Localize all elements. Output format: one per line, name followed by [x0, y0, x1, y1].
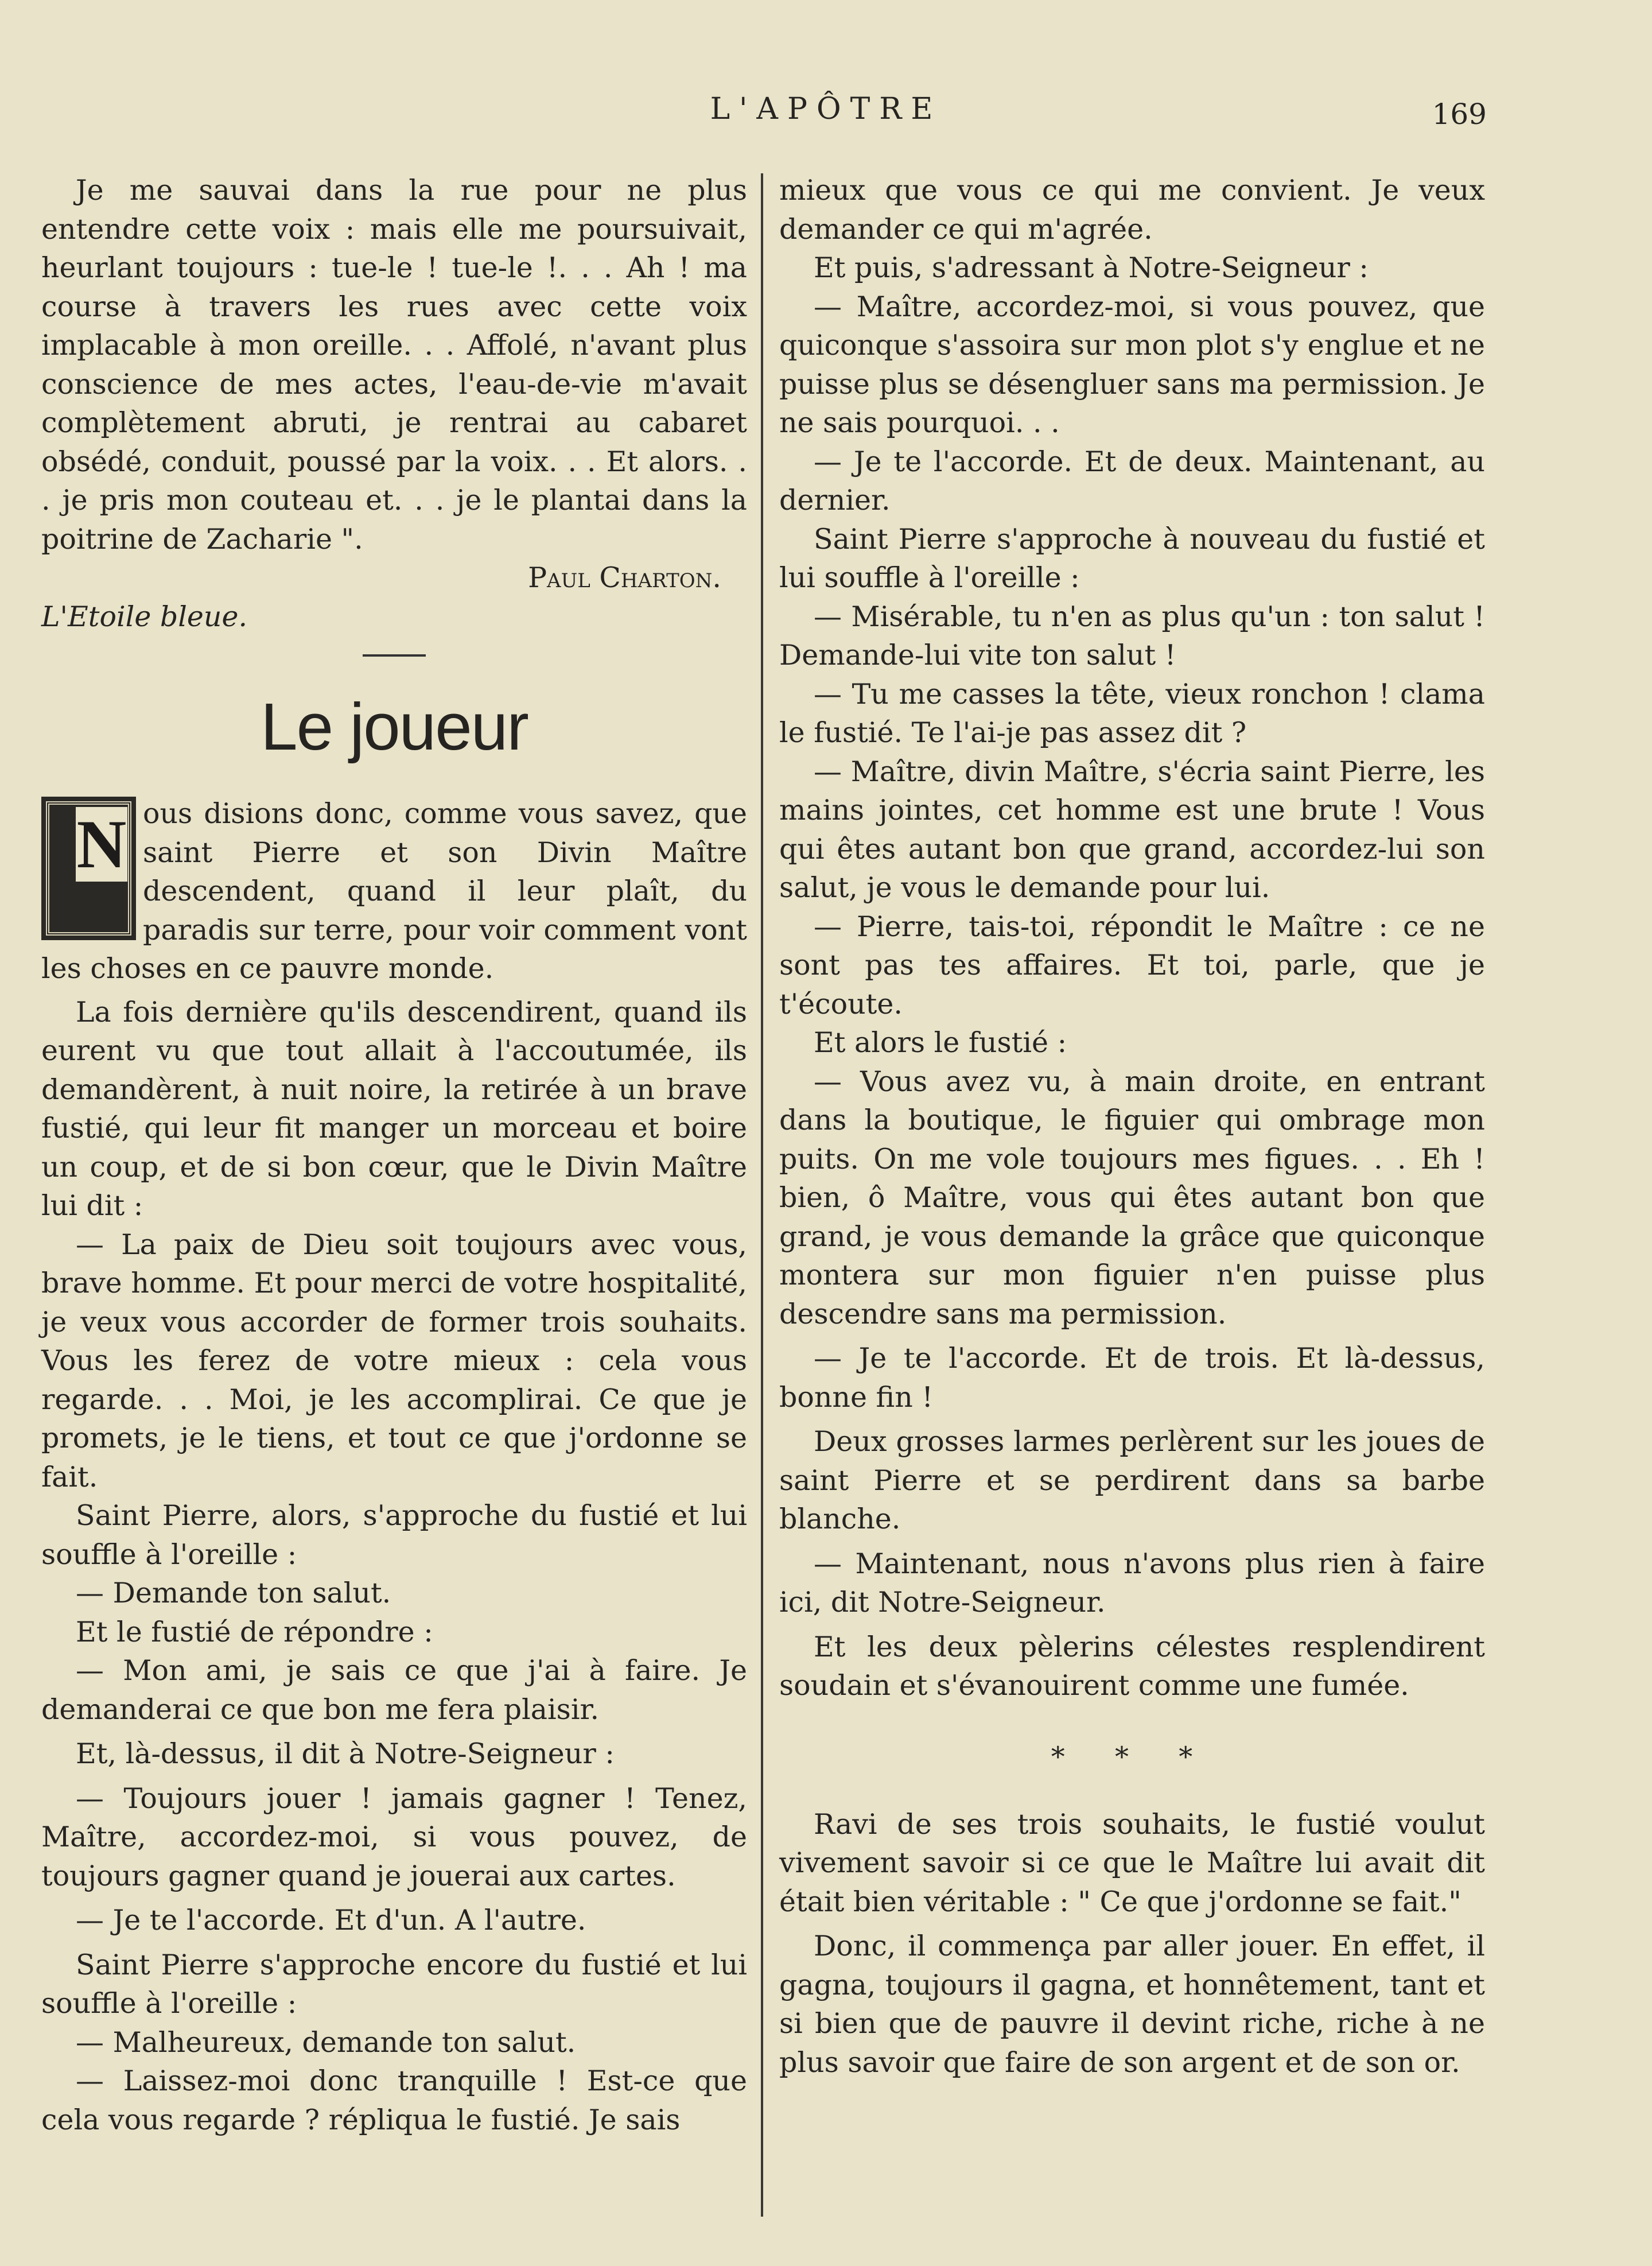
paragraph: — Je te l'accorde. Et de deux. Maintenant, au dernier. — [779, 445, 1485, 517]
running-title: L'APÔTRE — [710, 92, 942, 126]
paragraph: — La paix de Dieu soit toujours avec vous, brave homme. Et pour merci de votre hospitalité, je veux vous accorder de former trois souhaits. Vous les ferez de votre mieux : cela vous regarde. . . Moi, je les accomplirai. Ce que je promets, je le tiens, et tout ce que j'ordonne se fait. — [41, 1228, 747, 1493]
paragraph: Saint Pierre, alors, s'approche du fustié et lui souffle à l'oreille : — [41, 1499, 747, 1571]
paragraph: Et, là-dessus, il dit à Notre-Seigneur : — [76, 1737, 615, 1770]
paragraph: Et puis, s'adressant à Notre-Seigneur : — [814, 251, 1369, 284]
paragraph: Ravi de ses trois souhaits, le fustié voulut vivement savoir si ce que le Maître lui avait dit était bien véritable : " Ce que j'ordonne se fait." — [779, 1807, 1485, 1918]
paragraph: — Malheureux, demande ton salut. — [76, 2026, 576, 2059]
column-divider — [761, 173, 763, 2217]
paragraph: — Mon ami, je sais ce que j'ai à faire. Je demanderai ce que bon me fera plaisir. — [41, 1654, 747, 1726]
paragraph: Et le fustié de répondre : — [76, 1615, 433, 1648]
paragraph: — Toujours jouer ! jamais gagner ! Tenez, Maître, accordez-moi, si vous pouvez, de toujours gagner quand je jouerai aux cartes. — [41, 1782, 747, 1892]
intro-paragraph: Je me sauvai dans la rue pour ne plus entendre cette voix : mais elle me poursuivait, heurlant toujours : tue-le ! tue-le !. . . Ah ! ma course à travers les rues avec cette voix implacable à mon oreille. . . Affolé, n'avant plus conscience de mes actes, l'eau-de-vie m'avait complètement abruti, je rentrai au cabaret obsédé, conduit, poussé par la voix. . . Et alors. . . je pris mon couteau et. . . je le plantai dans la poitrine de Zacharie ". — [41, 174, 747, 556]
paragraph: — Tu me casses la tête, vieux ronchon ! clama le fustié. Te l'ai-je pas assez dit ? — [779, 677, 1485, 749]
paragraph: Et les deux pèlerins célestes resplendirent soudain et s'évanouirent comme une fumée. — [779, 1630, 1485, 1702]
paragraph: — Maintenant, nous n'avons plus rien à faire ici, dit Notre-Seigneur. — [779, 1547, 1485, 1619]
continuation-paragraph: mieux que vous ce qui me convient. Je veux demander ce qui m'agrée. — [779, 174, 1485, 246]
right-column — [779, 171, 1485, 2082]
paragraph: — Je te l'accorde. Et de trois. Et là-dessus, bonne fin ! — [779, 1342, 1485, 1414]
paragraph: Deux grosses larmes perlèrent sur les joues de saint Pierre et se perdirent dans sa barbe blanche. — [779, 1425, 1485, 1535]
opening-paragraph — [41, 794, 747, 988]
story-title: Le joueur — [261, 689, 528, 764]
paragraph: Et alors le fustié : — [814, 1026, 1067, 1059]
paragraph: — Vous avez vu, à main droite, en entrant dans la boutique, le figuier qui ombrage mon puits. On me vole toujours mes figues. . . Eh ! bien, ô Maître, vous qui êtes autant bon que grand, je vous demande la grâce que quiconque montera sur mon figuier n'en puisse plus descendre sans ma permission. — [779, 1065, 1485, 1330]
section-separator: * * * — [1051, 1740, 1214, 1773]
page-number: 169 — [1432, 98, 1487, 131]
source-citation: L'Etoile bleue. — [41, 600, 248, 633]
paragraph: Donc, il commença par aller jouer. En effet, il gagna, toujours il gagna, et honnêtement, tant et si bien que de pauvre il devint riche, riche à ne plus savoir que faire de son argent et de son or. — [779, 1930, 1485, 2079]
paragraph: — Je te l'accorde. Et d'un. A l'autre. — [76, 1904, 586, 1937]
page-header — [0, 86, 1652, 143]
author-signature: Paul Charton. — [528, 561, 721, 594]
left-column — [41, 171, 747, 2139]
paragraph: — Pierre, tais-toi, répondit le Maître : ce ne sont pas tes affaires. Et toi, parle, que je t'écoute. — [779, 910, 1485, 1021]
section-rule — [363, 654, 426, 657]
paragraph: La fois dernière qu'ils descendirent, quand ils eurent vu que tout allait à l'accoutumée, ils demandèrent, à nuit noire, la retirée à un brave fustié, qui leur fit manger un morceau et boire un coup, et de si bon cœur, que le Divin Maître lui dit : — [41, 995, 747, 1222]
paragraph: Saint Pierre s'approche à nouveau du fustié et lui souffle à l'oreille : — [779, 522, 1485, 594]
paragraph: — Demande ton salut. — [76, 1577, 391, 1609]
paragraph: Saint Pierre s'approche encore du fustié et lui souffle à l'oreille : — [41, 1948, 747, 2020]
ornamental-initial — [41, 797, 136, 940]
paragraph: — Laissez-moi donc tranquille ! Est-ce que cela vous regarde ? répliqua le fustié. Je sais — [41, 2065, 747, 2136]
initial-letter: N — [76, 806, 127, 882]
paragraph: — Maître, accordez-moi, si vous pouvez, que quiconque s'assoira sur mon plot s'y englue et ne puisse plus se désengluer sans ma permission. Je ne sais pourquoi. . . — [779, 290, 1485, 439]
opening-text: ous disions donc, comme vous savez, que saint Pierre et son Divin Maître descendent, quand il leur plaît, du paradis sur terre, pour voir comment vont les choses en ce pauvre monde. — [41, 797, 747, 985]
paragraph: — Misérable, tu n'en as plus qu'un : ton salut ! Demande-lui vite ton salut ! — [779, 600, 1485, 672]
paragraph: — Maître, divin Maître, s'écria saint Pierre, les mains jointes, cet homme est une brute ! Vous qui êtes autant bon que grand, accordez-lui son salut, je vous le demande pour lui. — [779, 755, 1485, 904]
